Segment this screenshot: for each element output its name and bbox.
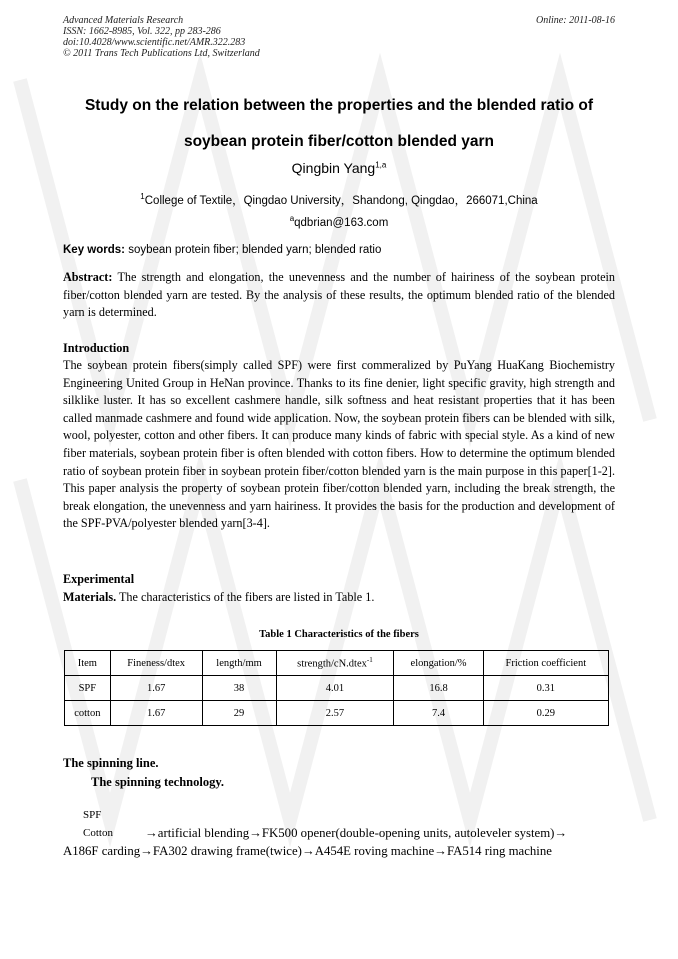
keywords-label: Key words: [63,244,125,256]
process-step: FA514 ring machine [446,844,552,858]
table-cell: 7.4 [394,701,483,726]
arrow-icon: → [301,844,315,858]
keywords [63,244,615,256]
abstract [63,269,615,322]
spinning-line-heading: The spinning line. [63,756,159,770]
table-cell: SPF [65,676,111,701]
table-cell: 29 [202,701,276,726]
email-sup: a [289,213,295,223]
table-header-cell: Friction coefficient [483,651,608,676]
table-cell: 4.01 [276,676,394,701]
strength-unit-sup: -1 [366,656,373,665]
abstract-label: Abstract: [63,270,113,284]
title-line-1: Study on the relation between the properties and the blended ratio of [84,97,594,114]
table-cell: 2.57 [276,701,394,726]
table-row [65,701,609,726]
fiber-table [64,650,609,726]
arrow-icon: → [249,826,262,840]
abstract-text: The strength and elongation, the unevenness and the number of hairiness of the soybean protein fiber/cotton blended yarn are tested. By the analysis of these results, the optimum blended ratio of the blended yarn is determined. [63,270,615,320]
table-header-row [65,651,609,676]
table-row [65,676,609,701]
journal-header [63,15,615,59]
affiliation: College of Textile，Qingdao University，Shandong, Qingdao，266071,China [144,194,538,207]
table-cell: 38 [202,676,276,701]
table-header-cell: elongation/% [394,651,483,676]
table-cell: 0.31 [483,676,608,701]
author-name: Qingbin Yang [291,160,376,176]
issn: ISSN: 1662-8985, Vol. 322, pp 283-286 [63,26,221,37]
journal-name: Advanced Materials Research [63,15,184,26]
process-step: artificial blending [157,826,250,840]
keywords-text: soybean protein fiber; blended yarn; blended ratio [125,244,382,256]
table-header-cell: Item [65,651,111,676]
doi: doi:10.4028/www.scientific.net/AMR.322.283 [63,37,246,48]
author-sup: 1,a [375,160,387,170]
process-step: A454E roving machine [314,844,435,858]
table-cell: 1.67 [110,701,202,726]
process-step: FA302 drawing frame(twice) [152,844,302,858]
email: qdbrian@163.com [294,216,389,229]
materials-label: Materials. [63,590,117,604]
cotton-label: Cotton [83,827,113,839]
table-cell: cotton [65,701,111,726]
affiliation-block [0,188,678,232]
table-caption: Table 1 Characteristics of the fibers [259,629,419,640]
title-line-2: soybean protein fiber/cotton blended yarn [183,133,495,150]
section-heading-introduction: Introduction [63,341,130,355]
author [0,160,678,176]
section-heading-experimental: Experimental [63,572,135,586]
process-line-1 [145,826,567,841]
arrow-icon: → [434,844,447,858]
spinning-tech-heading: The spinning technology. [91,775,225,789]
table-cell: 1.67 [110,676,202,701]
process-step: FK500 opener(double-opening units, autoleveler system) [261,826,555,840]
table-header-cell: length/mm [202,651,276,676]
strength-header: strength/cN.dtex [297,658,367,670]
table-header-cell [276,651,394,676]
process-step: A186F carding [63,844,141,858]
table-header-cell: Fineness/dtex [110,651,202,676]
arrow-icon: → [145,826,158,840]
paper-title [40,88,638,160]
table-cell: 0.29 [483,701,608,726]
materials-paragraph [63,589,615,607]
materials-text: The characteristics of the fibers are listed in Table 1. [116,590,375,604]
copyright: © 2011 Trans Tech Publications Ltd, Switzerland [63,48,260,59]
table-cell: 16.8 [394,676,483,701]
online-date: Online: 2011-08-16 [536,15,615,26]
introduction-text: The soybean protein fibers(simply called SPF) were first commeralized by PuYang HuaKang Biochemistry Engineering United Group in HeNan province. Thanks to its fine denier, light specific gravity, high strength and silklike luster. It has so excellent cashmere handle, silk softness and heat resistant properties that it has been called manmade cashmere and found wide application. Now, the soybean protein fibers can be blended with silk, wool, polyester, cotton and other fibers. It can produce many kinds of fabric with special style. As a kind of new fiber materials, soybean protein fiber is often blended with cotton fibers. How to determine the optimum blended ratio of soybean protein fiber in soybean protein fiber/cotton blended yarn is the main purpose in this paper[1-2]. This paper analysis the property of soybean protein fiber/cotton blended yarn, including the break strength, the break elongation, the unevenness and yarn hairiness. It provides the basis for the production and development of the SPF-PVA/polyester blended yarn[3-4]. [63,358,615,531]
affiliation-sup: 1 [140,192,145,201]
process-line-2 [63,844,552,859]
spf-label: SPF [83,809,102,821]
arrow-icon: → [140,844,153,858]
arrow-icon: → [554,826,568,840]
